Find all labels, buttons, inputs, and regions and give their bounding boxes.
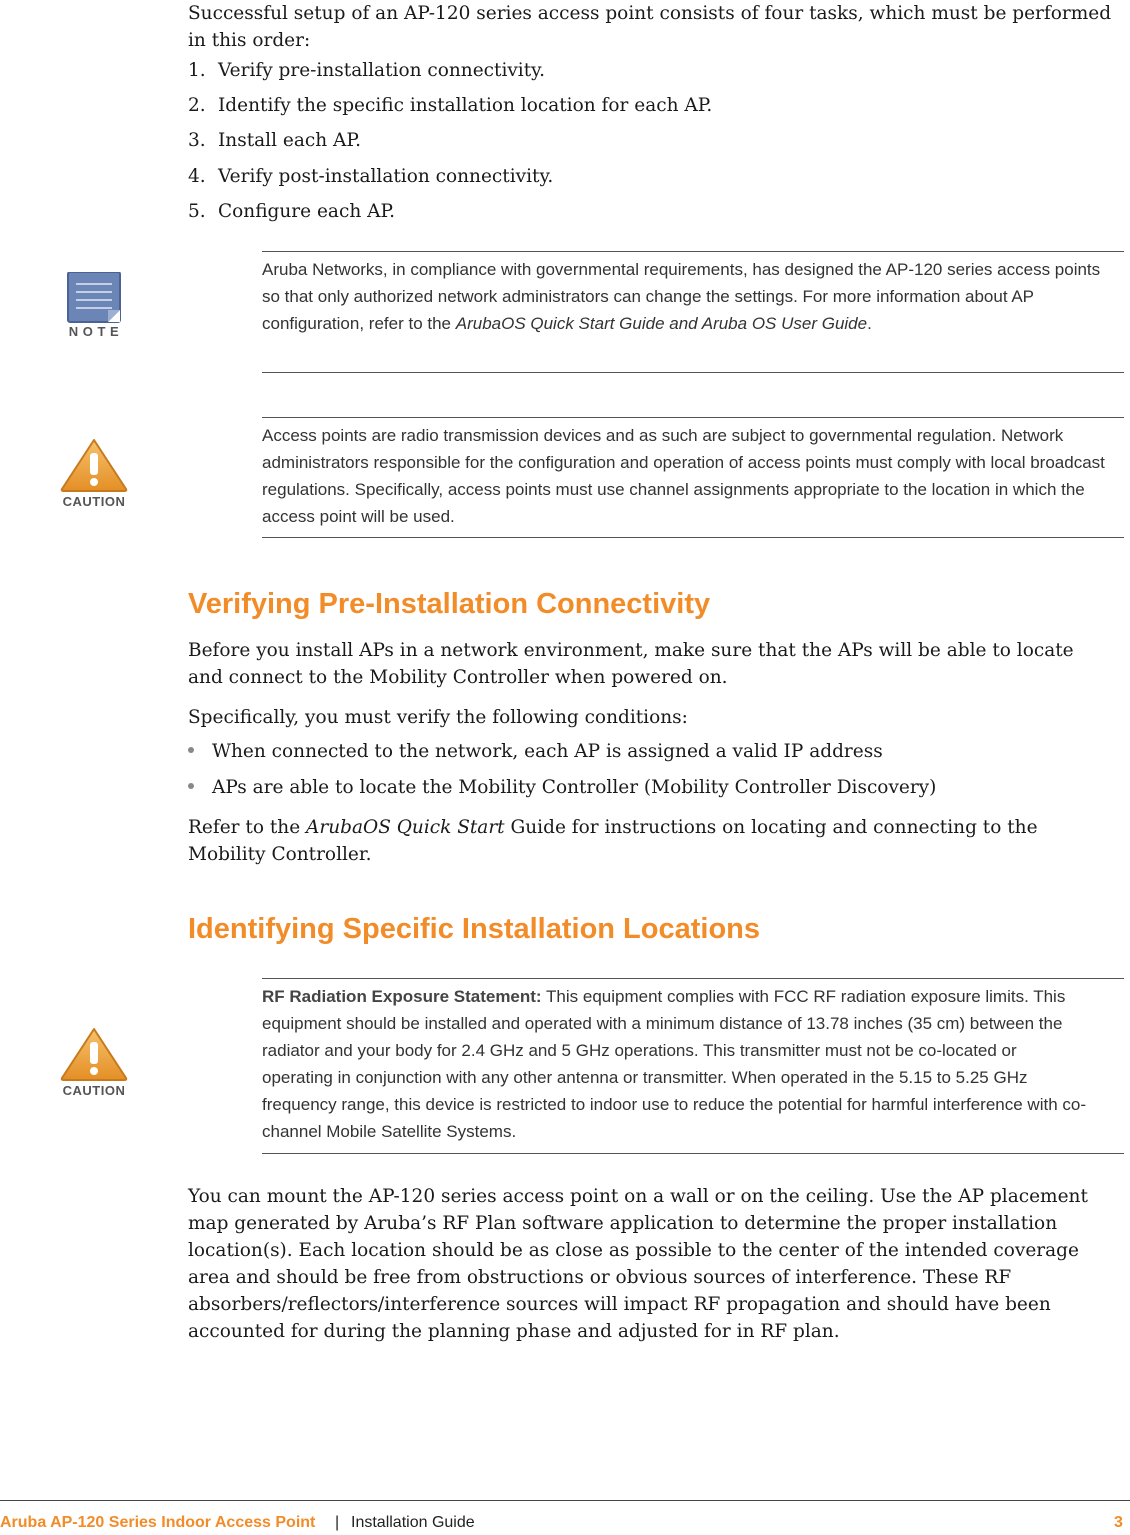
bullet-item: When connected to the network, each AP is assigned a valid IP address	[188, 739, 1108, 765]
note-icon-label: N O T E	[68, 324, 120, 339]
note-top-rule	[262, 251, 1124, 252]
footer-separator: |	[335, 1514, 340, 1531]
caution-bottom-rule	[262, 1153, 1124, 1154]
section-heading: Identifying Specific Installation Locations	[188, 913, 761, 945]
step-item: 4. Verify post-installation connectivity.	[188, 166, 554, 187]
step-item: 1. Verify pre-installation connectivity.	[188, 60, 546, 81]
caution-top-rule	[262, 417, 1124, 418]
caution-icon-label: CAUTION	[62, 494, 126, 509]
note-text: Aruba Networks, in compliance with governmental requirements, has designed the AP-120 series access points so that only authorized network administrators can change the settings. For more information about AP configuration, refer to the ArubaOS Quick Start Guide and Aruba OS User Guide.	[262, 260, 1101, 333]
step-item: 3. Install each AP.	[188, 130, 361, 151]
refer-paragraph: Refer to the ArubaOS Quick Start Guide for instructions on locating and connecting to the Mobility Controller.	[188, 817, 1038, 865]
footer-rule	[0, 1500, 1130, 1501]
bullet-dot	[188, 783, 194, 789]
step-item: 2. Identify the specific installation location for each AP.	[188, 95, 713, 116]
caution-bottom-rule	[262, 537, 1124, 538]
caution-top-rule	[262, 978, 1124, 979]
bullet-dot	[188, 747, 194, 753]
caution-icon-label: CAUTION	[62, 1083, 126, 1098]
note-bottom-rule	[262, 372, 1124, 373]
footer-product-title: Aruba AP-120 Series Indoor Access Point	[0, 1514, 316, 1531]
section-heading: Verifying Pre-Installation Connectivity	[188, 588, 711, 620]
caution-text: RF Radiation Exposure Statement: This equipment complies with FCC RF radiation exposure limits. This equipment should be installed and operated with a minimum distance of 13.78 inches (35 cm) between the radiator and your body for 2.4 GHz and 5 GHz operations. This transmitter must not be co-located or operating in conjunction with any other antenna or transmitter. When operated in the 5.15 to 5.25 GHz frequency range, this device is restricted to indoor use to reduce the potential for harmful interference with co-channel Mobile Satellite Systems.	[262, 987, 1086, 1141]
note-icon	[66, 272, 122, 342]
section-paragraph: Specifically, you must verify the following conditions:	[188, 707, 688, 728]
footer-page-number: 3	[1114, 1514, 1123, 1531]
bullet-item: APs are able to locate the Mobility Controller (Mobility Controller Discovery)	[188, 775, 1108, 801]
caution-icon	[58, 1026, 130, 1102]
footer-guide-title: Installation Guide	[351, 1514, 475, 1531]
step-item: 5. Configure each AP.	[188, 201, 396, 222]
intro-paragraph: Successful setup of an AP-120 series access point consists of four tasks, which must be performed in this order:	[188, 3, 1112, 51]
caution-icon	[58, 437, 130, 513]
section-paragraph: You can mount the AP-120 series access point on a wall or on the ceiling. Use the AP placement map generated by Aruba’s RF Plan software application to determine the proper installation location(s). Each location should be as close as possible to the center of the intended coverage area and should be free from obstructions or obvious sources of interference. These RF absorbers/reflectors/interference sources will impact RF propagation and should have been accounted for during the planning phase and adjusted for in RF plan.	[188, 1186, 1088, 1342]
caution-text: Access points are radio transmission devices and as such are subject to governmental regulation. Network administrators responsible for the configuration and operation of access points must comply with local broadcast regulations. Specifically, access points must use channel assignments appropriate to the location in which the access point will be used.	[262, 426, 1105, 526]
section-paragraph: Before you install APs in a network environment, make sure that the APs will be able to locate and connect to the Mobility Controller when powered on.	[188, 640, 1074, 688]
